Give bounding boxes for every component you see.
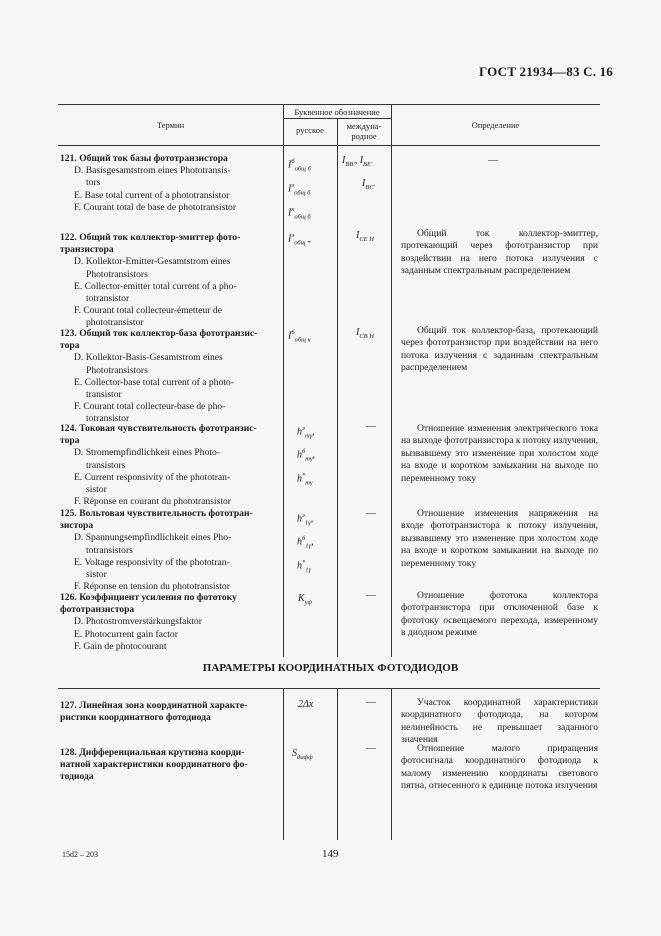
entry-124-rus-symbol-2: $h^б_{т\gamma}$,	[297, 448, 316, 463]
entry-124-title-line1: 124. Токовая чувствительность фототранзис-	[60, 423, 257, 434]
entry-128-int-symbol: —	[366, 743, 376, 754]
entry-127-definition: Участок координатной характеристики координатного фотодиода, на котором нелинейность не превышает заданного значения	[401, 697, 598, 746]
entry-125-term	[60, 508, 272, 593]
header-bottom-rule	[58, 145, 600, 146]
entry-123-de-cont: Phototransistors	[86, 364, 148, 376]
entry-125-de-cont: totransistors	[86, 544, 133, 556]
entry-127-int-symbol: —	[366, 697, 376, 708]
col-divider-1	[283, 104, 284, 657]
column-header-international-line1: междуна-	[346, 121, 382, 131]
entry-125-en-cont: sistor	[86, 569, 107, 581]
entry-121-fr: F. Courant total de base de phototransistor	[74, 201, 237, 213]
entry-126-de: D. Photostromverstärkungsfaktor	[74, 616, 202, 628]
entry-122-int-symbol: $I_{CE H}$	[356, 230, 374, 243]
entry-125-rus-symbol-1: $h^э_{1\gamma}$,	[297, 512, 314, 527]
entry-123-rus-symbol: $I^б_{общ к}$	[288, 329, 311, 344]
entry-121-int-symbol-2: $I_{BC'}$	[362, 178, 376, 191]
entry-122-de-cont: Phototransistors	[86, 268, 148, 280]
section-table-top-rule	[58, 688, 600, 689]
entry-121-rus-symbol-3: $I^к_{общ б}$	[288, 206, 311, 221]
entry-122-fr-cont: phototransistor	[86, 317, 144, 329]
entry-126-term	[60, 592, 272, 653]
entry-121-rus-symbol-2: $I^э_{общ б}$	[288, 182, 311, 197]
column-header-term: Термин	[156, 120, 185, 130]
entry-121-de-cont: tors	[86, 177, 101, 189]
entry-123-title-line2: тора	[60, 340, 80, 352]
entry-125-fr: F. Réponse en tension du phototransistor	[74, 581, 230, 593]
entry-126-definition: Отношение фототока коллектора фототранзистора при отключенной базе к фототоку освещаемого перехода, измеренному в диодном режиме	[401, 590, 598, 639]
entry-124-term	[60, 423, 272, 508]
footer-code: 15d2 – 203	[62, 850, 98, 859]
entry-128-rus-symbol: $S_{дифф}$	[292, 748, 313, 761]
entry-121-title: 121. Общий ток базы фототранзистора	[60, 153, 228, 164]
entry-123-fr: F. Courant total collecteur-base de pho-	[74, 401, 226, 413]
entry-128-definition: Отношение малого приращения фотосигнала координатного фотодиода к малому изменению координаты светового пятна, отнесенного к единице потока излучения	[401, 743, 598, 792]
entry-124-title-line2: тора	[60, 435, 80, 447]
entry-125-rus-symbol-3: $h^*_{1\gamma}$	[297, 559, 312, 574]
entry-121-definition: —	[488, 155, 498, 166]
entry-122-en: E. Collector-emitter total current of a pho-	[74, 280, 237, 292]
entry-122-de: D. Kollektor-Emitter-Gesamtstrom eines	[74, 256, 231, 268]
entry-122-definition: Общий ток коллектор-эмиттер, протекающий через фототранзистор при воздействии на него потока излучения с заданным спектральным распределением	[401, 228, 598, 277]
entry-124-rus-symbol-3: $h^*_{т\gamma}$	[297, 472, 313, 487]
entry-126-en: E. Photocurrent gain factor	[74, 628, 178, 640]
column-header-international-line2: родное	[351, 131, 377, 141]
entry-125-rus-symbol-2: $h^б_{1\gamma}$,	[297, 535, 314, 550]
entry-122-rus-symbol: $I^э_{общ *}$	[288, 232, 311, 247]
entry-121-de: D. Basisgesamtstrom eines Phototransis-	[74, 165, 231, 177]
entry-122-en-cont: totransistor	[86, 293, 130, 305]
col-divider-3	[391, 104, 392, 657]
entry-123-de: D. Kollektor-Basis-Gesamtstrom eines	[74, 352, 223, 364]
entry-128-term	[60, 747, 272, 784]
entry-123-en-cont: transistor	[86, 389, 122, 401]
table-top-rule	[58, 104, 600, 105]
col-divider-2b	[337, 688, 338, 840]
entry-125-title-line2: зистора	[60, 520, 94, 532]
entry-124-definition: Отношение изменения электрического тока на выходе фототранзистора к потоку излучения, вызвавшему это изменение при холостом ходе на входе и коротком замыкании на выходе по переменному току	[401, 423, 598, 484]
entry-127-rus-symbol: 2Δx	[298, 699, 314, 710]
column-header-russian: русское	[296, 125, 324, 135]
entry-127-title-line2: ристики координатного фотодиода	[60, 712, 211, 724]
entry-124-en: E. Current responsivity of the phototran-	[74, 471, 231, 483]
entry-124-fr: F. Réponse en courant du phototransistor	[74, 496, 231, 508]
page-number: 149	[322, 848, 339, 860]
entry-121-rus-symbol-1: $I^б_{общ б}$	[288, 158, 311, 173]
entry-127-term	[60, 700, 272, 724]
entry-125-en: E. Voltage responsivity of the phototran-	[74, 556, 230, 568]
entry-126-title-line2: фототранзистора	[60, 604, 135, 616]
entry-124-de: D. Stromempfindlichkeit eines Photo-	[74, 447, 221, 459]
entry-124-int-symbol: —	[366, 421, 376, 432]
col-divider-1b	[283, 688, 284, 840]
entry-125-int-symbol: —	[366, 508, 376, 519]
entry-124-de-cont: transistors	[86, 459, 126, 471]
entry-121-en: E. Base total current of a phototransistor	[74, 189, 230, 201]
column-header-letter-designation: Буквенное обозначение	[294, 107, 380, 117]
col-divider-2	[337, 118, 338, 657]
entry-124-rus-symbol-1: $h^э_{т\gamma}$,	[297, 425, 315, 440]
entry-122-title-line1: 122. Общий ток коллектор-эмиттер фото-	[60, 232, 241, 243]
column-header-international	[337, 121, 391, 141]
entry-128-title-line2: натной характеристики координатного фо-	[60, 759, 248, 771]
entry-123-en: E. Collector-base total current of a photo-	[74, 376, 234, 388]
entry-126-int-symbol: —	[366, 590, 376, 601]
column-header-definition: Определение	[471, 120, 520, 130]
entry-125-title-line1: 125. Вольтовая чувствительность фототран-	[60, 508, 253, 519]
entry-123-fr-cont: totransistor	[86, 413, 130, 425]
entry-122-title-line2: транзистора	[60, 244, 114, 256]
entry-128-title-line3: тодиода	[60, 771, 94, 783]
entry-122-term	[60, 232, 272, 330]
entry-124-en-cont: sistor	[86, 484, 107, 496]
entry-123-definition: Общий ток коллектор-база, протекающий через фототранзистор при воздействии на него потока излучения с заданным спектральным распределением	[401, 325, 598, 374]
entry-123-title-line1: 123. Общий ток коллектор-база фототранзис-	[60, 328, 258, 339]
entry-128-title-line1: 128. Дифференциальная крутизна коорди-	[60, 747, 245, 758]
entry-127-title-line1: 127. Линейная зона координатной характе-	[60, 700, 248, 711]
entry-121-int-symbol-1: $I_{BB'}$, $I_{BE'}$	[342, 155, 373, 168]
page-header: ГОСТ 21934—83 С. 16	[479, 64, 613, 79]
entry-125-de: D. Spannungsempfindlichkeit eines Pho-	[74, 532, 232, 544]
entry-123-int-symbol: $I_{CB H}$	[356, 327, 374, 340]
section-title: ПАРАМЕТРЫ КООРДИНАТНЫХ ФОТОДИОДОВ	[202, 662, 459, 674]
col-divider-3b	[391, 688, 392, 840]
entry-126-rus-symbol: $K_{уф}$	[298, 593, 313, 606]
entry-121-term	[60, 153, 272, 214]
entry-123-term	[60, 328, 272, 426]
entry-125-definition: Отношение изменения напряжения на входе фототранзистора к потоку излучения, вызвавшему это изменение при холостом ходе на входе и коротком замыкании на выходе по переменному току	[401, 508, 598, 569]
entry-126-title-line1: 126. Коэффициент усиления по фототоку	[60, 592, 237, 603]
entry-126-fr: F. Gain de photocourant	[74, 640, 167, 652]
entry-122-fr: F. Courant total collecteur-émetteur de	[74, 305, 222, 317]
